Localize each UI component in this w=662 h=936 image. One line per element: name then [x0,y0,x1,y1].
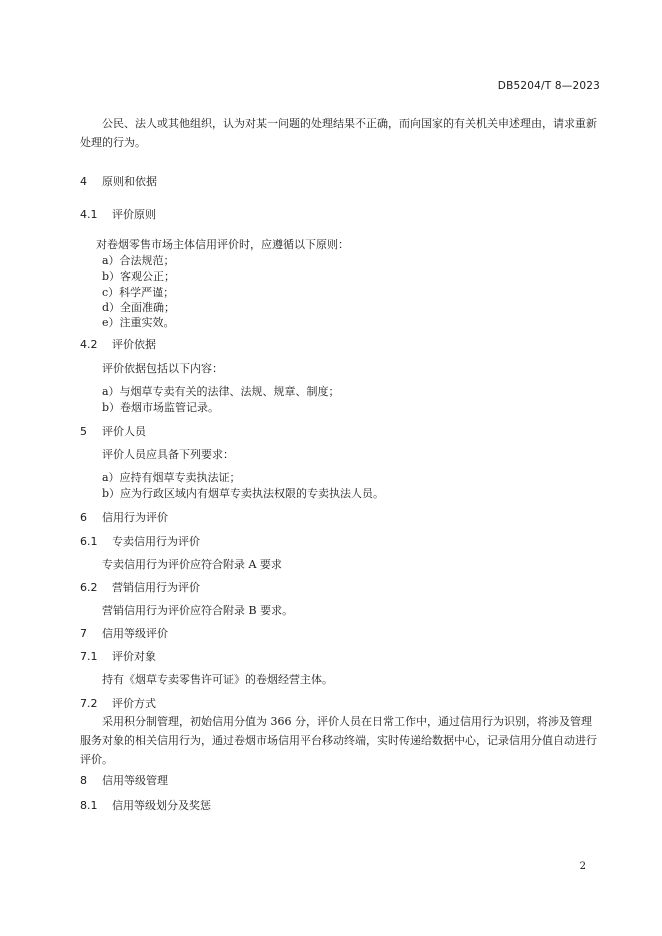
section-text: 持有《烟草专卖零售许可证》的卷烟经营主体。 [102,673,333,686]
heading-7-1 [80,649,156,665]
heading-number: 4.2 [80,338,98,351]
list-item: a）应持有烟草专卖执法证； [102,471,241,484]
standard-code: DB5204/T 8—2023 [497,80,600,92]
heading-title: 评价方式 [112,697,156,710]
heading-title: 信用等级划分及奖惩 [112,799,211,812]
list-item: b）客观公正； [102,270,176,283]
list-item: b）应为行政区域内有烟草专卖执法权限的专卖执法人员。 [102,487,385,500]
heading-number: 5 [80,425,87,438]
heading-number: 7.2 [80,697,98,710]
list-item: a）合法规范； [102,254,175,267]
heading-8 [80,773,168,789]
heading-title: 信用等级管理 [102,774,168,787]
section-text: 专卖信用行为评价应符合附录 A 要求 [102,558,282,571]
heading-number: 8.1 [80,799,98,812]
list-item: e）注重实效。 [102,316,175,329]
heading-6 [80,510,168,526]
heading-6-2 [80,580,200,596]
list-item: a）与烟草专卖有关的法律、法规、规章、制度； [102,385,340,398]
heading-title: 营销信用行为评价 [112,581,200,594]
heading-number: 4.1 [80,208,98,221]
heading-title: 信用行为评价 [102,511,168,524]
heading-number: 6.2 [80,581,98,594]
heading-7-2 [80,696,156,712]
heading-number: 4 [80,175,87,188]
section-lead: 对卷烟零售市场主体信用评价时，应遵循以下原则： [96,238,349,251]
heading-title: 信用等级评价 [102,627,168,640]
page-number: 2 [579,861,586,872]
heading-number: 8 [80,774,87,787]
section-lead: 评价人员应具备下列要求： [102,448,234,461]
heading-5 [80,424,146,440]
heading-4-2 [80,337,156,353]
heading-title: 评价对象 [112,650,156,663]
heading-7 [80,626,168,642]
heading-title: 专卖信用行为评价 [112,535,200,548]
heading-4 [80,174,157,190]
heading-number: 7.1 [80,650,98,663]
heading-title: 原则和依据 [102,175,157,188]
heading-title: 评价依据 [112,338,156,351]
list-item: c）科学严谨； [102,286,175,299]
heading-8-1 [80,798,211,814]
list-item: d）全面准确； [102,301,176,314]
list-item: b）卷烟市场监管记录。 [102,401,220,414]
heading-6-1 [80,534,200,550]
section-text: 采用积分制管理，初始信用分值为 366 分，评价人员在日常工作中，通过信用行为识别，将涉及管理服务对象的相关信用行为，通过卷烟市场信用平台移动终端，实时传递给数据中心，记录信用分值自动进行评价。 [80,715,597,766]
section-text: 营销信用行为评价应符合附录 B 要求。 [102,604,294,617]
heading-4-1 [80,207,156,223]
intro-paragraph: 公民、法人或其他组织，认为对某一问题的处理结果不正确，而向国家的有关机关申述理由，请求重新处理的行为。 [80,117,597,149]
section-lead: 评价依据包括以下内容： [102,362,223,375]
heading-title: 评价人员 [102,425,146,438]
heading-title: 评价原则 [112,208,156,221]
heading-number: 7 [80,627,87,640]
heading-number: 6 [80,511,87,524]
heading-number: 6.1 [80,535,98,548]
